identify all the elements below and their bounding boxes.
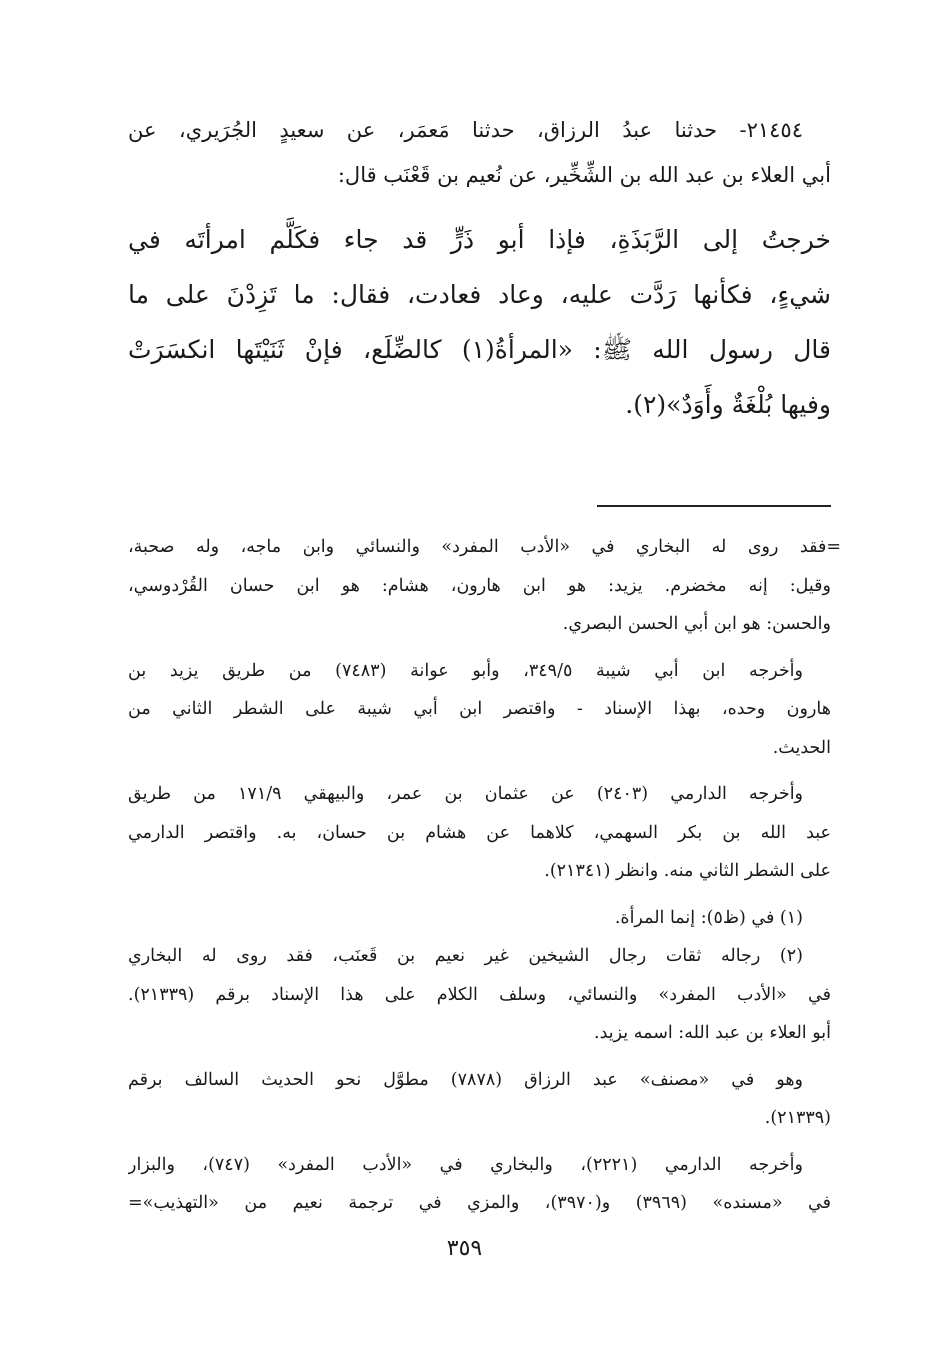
- text-line: (١) في (ظ٥): إنما المرأة.: [614, 907, 803, 928]
- text-line: (٢) رجاله ثقات رجال الشيخين غير نعيم بن قَعنَب، فقد روى له البخاري: [128, 946, 803, 966]
- text-line: على الشطر الثاني منه. وانظر (٢١٣٤١).: [544, 861, 831, 881]
- text-line: خرجتُ إلى الرَّبَذَةِ، فإذا أبو ذَرٍّ قد جاء فكَلَّم امرأتَه في: [128, 225, 831, 254]
- text-line: وأخرجه الدارمي (٢٤٠٣) عن عثمان بن عمر، والبيهقي ١٧١/٩ من طريق: [128, 784, 804, 804]
- text-line: =فقد روى له البخاري في «الأدب المفرد» والنسائي وابن ماجه، وله صحبة،: [128, 537, 841, 557]
- main-text: [128, 108, 831, 432]
- footnote-paragraph: [128, 652, 831, 768]
- text-line: في «مسنده» (٣٩٦٩) و(٣٩٧٠)، والمزي في ترجمة نعيم من «التهذيب»=: [128, 1193, 831, 1213]
- text-line: في «الأدب المفرد» والنسائي، وسلف الكلام على هذا الإسناد برقم (٢١٣٣٩).: [128, 984, 831, 1005]
- footnote-paragraph: [128, 775, 831, 891]
- text-line: وأخرجه الدارمي (٢٢٢١)، والبخاري في «الأدب المفرد» (٧٤٧)، والبزار: [128, 1154, 803, 1175]
- footnote-paragraph: [128, 1061, 831, 1138]
- text-line: شيءٍ، فكأنها رَدَّت عليه، وعاد فعادت، فقال: ما تَزِدْنَ على ما: [128, 280, 831, 309]
- text-line: والحسن: هو ابن أبي الحسن البصري.: [562, 614, 831, 634]
- hadith-body: [128, 212, 831, 432]
- text-line: عبد الله بن بكر السهمي، كلاهما عن هشام بن حسان، به. واقتصر الدارمي: [128, 822, 831, 843]
- text-line: أبو العلاء بن عبد الله: اسمه يزيد.: [594, 1023, 831, 1043]
- text-line: وفيها بُلْغَةٌ وأَوَدٌ»(٢).: [625, 390, 831, 419]
- text-line: قال رسول الله ﷺ: «المرأةُ(١) كالضِّلَع، فإنْ ثَنَيْتَها انكسَرَتْ: [128, 335, 831, 364]
- text-line: الحديث.: [772, 737, 831, 758]
- page-number: ٣٥٩: [446, 1236, 483, 1261]
- footnote-separator: [597, 505, 831, 507]
- text-line: وقيل: إنه مخضرم. يزيد: هو ابن هارون، هشام: هو ابن حسان القُرْدوسي،: [128, 575, 831, 596]
- footnotes: [128, 528, 841, 1231]
- text-line: هارون وحده، بهذا الإسناد - واقتصر ابن أبي شيبة على الشطر الثاني من: [128, 699, 831, 719]
- footnote-paragraph: [128, 528, 841, 644]
- footnote-1: [128, 899, 831, 938]
- hadith-chain: [128, 108, 831, 198]
- text-line: (٢١٣٣٩).: [764, 1108, 831, 1128]
- text-line: ٢١٤٥٤- حدثنا عبدُ الرزاق، حدثنا مَعمَر، عن سعيدٍ الجُرَيري، عن: [128, 118, 803, 142]
- footnote-paragraph: [128, 1146, 831, 1223]
- footnote-2: [128, 937, 831, 1053]
- text-line: وأخرجه ابن أبي شيبة ٣٤٩/٥، وأبو عوانة (٧٤٨٣) من طريق يزيد بن: [128, 660, 803, 681]
- text-line: وهو في «مصنف» عبد الرزاق (٧٨٧٨) مطوَّل نحو الحديث السالف برقم: [128, 1069, 804, 1090]
- text-line: أبي العلاء بن عبد الله بن الشِّخِّير، عن نُعيم بن قَعْنَب قال:: [337, 163, 831, 187]
